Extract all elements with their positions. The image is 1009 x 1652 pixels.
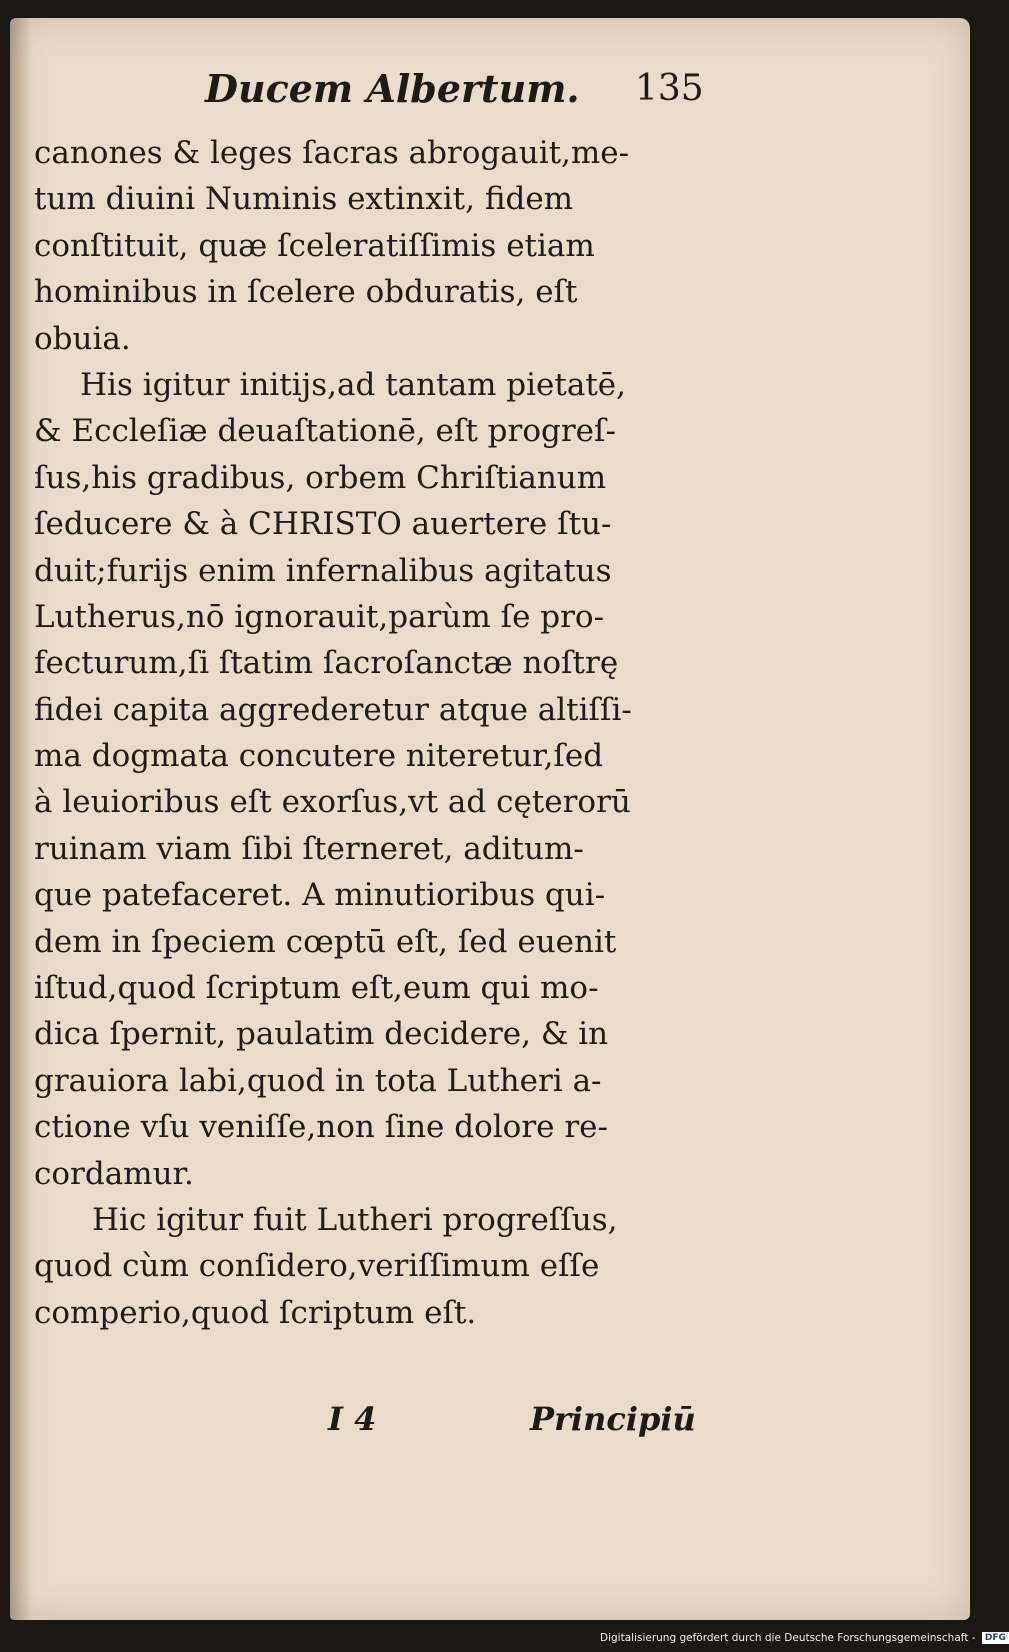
catchword: Principiū [530, 1400, 696, 1438]
text-line: dica ſpernit, paulatim decidere, & in [34, 1016, 609, 1053]
text-line: quod cùm conſidero,veriſſimum eſſe [34, 1248, 600, 1285]
running-head [10, 66, 970, 126]
text-line: hominibus in ſcelere obduratis, eſt [34, 274, 578, 311]
digitization-credit [600, 1629, 1006, 1647]
running-head-title: Ducem Albertum. [205, 66, 580, 111]
text-line: ſus,his gradibus, orbem Chriſtianum [34, 459, 607, 496]
page-footer [10, 1400, 970, 1456]
signature-mark: I 4 [328, 1400, 377, 1438]
page-spine-shadow [10, 18, 32, 1620]
book-page [10, 18, 970, 1620]
text-line: ruinam viam ſibi ſterneret, aditum- [34, 830, 584, 867]
credit-text: Digitalisierung gefördert durch die Deutsche Forschungsgemeinschaft - [600, 1632, 976, 1644]
text-line: fecturum,ſi ſtatim ſacroſanctæ noſtrę [34, 645, 619, 682]
text-line: iſtud,quod ſcriptum eſt,eum qui mo- [34, 970, 599, 1007]
text-line: His igitur initijs,ad tantam pietatē, [80, 366, 626, 403]
text-line: comperio,quod ſcriptum eſt. [34, 1294, 477, 1331]
text-line: conſtituit, quæ ſceleratiſſimis etiam [34, 227, 595, 264]
text-line: fidei capita aggrederetur atque altiſſi- [34, 691, 632, 728]
text-line: ctione vſu veniſſe,non ſine dolore re- [34, 1109, 608, 1146]
text-line: que patefaceret. A minutioribus qui- [34, 877, 606, 914]
text-line: ſeducere & à CHRISTO auertere ſtu- [34, 506, 612, 543]
text-line: à leuioribus eſt exorſus,vt ad cęterorū [34, 784, 631, 821]
text-line: cordamur. [34, 1155, 194, 1192]
text-line: Lutherus,nō ignorauit,parùm ſe pro- [34, 598, 605, 635]
text-line: tum diuini Numinis extinxit, fidem [34, 181, 574, 218]
text-line: canones & leges ſacras abrogauit,me- [34, 135, 630, 171]
text-line: ma dogmata concutere niteretur,ſed [34, 738, 604, 775]
text-line: obuia. [34, 320, 131, 357]
text-line: Hic igitur fuit Lutheri progreſſus, [92, 1201, 618, 1238]
text-line: grauiora labi,quod in tota Lutheri a- [34, 1062, 602, 1099]
page-number: 135 [635, 68, 704, 109]
dfg-logo: DFG [982, 1632, 1009, 1644]
text-line: & Eccleſiæ deuaſtationē, eſt progreſ- [34, 413, 616, 450]
text-body [34, 130, 714, 1336]
text-line: dem in ſpeciem cœptū eſt, ſed euenit [34, 923, 617, 960]
text-line: duit;furijs enim infernalibus agitatus [34, 552, 612, 589]
